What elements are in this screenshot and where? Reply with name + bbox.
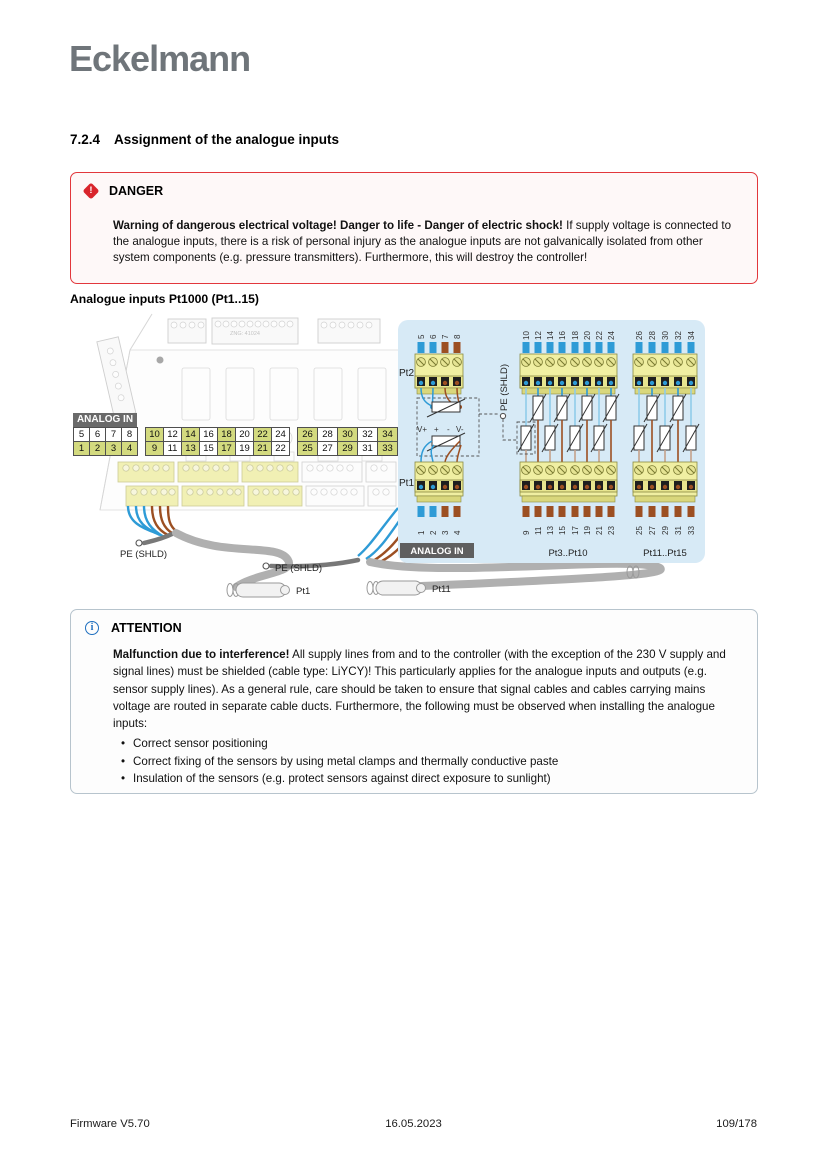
analog-in-cell: 12 [163,427,182,442]
pin-number: 2 [429,530,438,535]
pin-number: 4 [453,530,462,535]
analog-in-cell: 33 [377,441,398,456]
pin-number: 32 [674,331,683,340]
analog-in-cell: 21 [253,441,272,456]
sensor-pin-minus: - [447,425,450,434]
footer-page-number: 109/178 [716,1118,757,1130]
pin-number: 1 [417,530,426,535]
brand-logo: Eckelmann [69,38,251,79]
analog-in-cell: 32 [357,427,378,442]
pin-number: 5 [417,334,426,339]
pin-number: 15 [558,526,567,535]
pin-number: 20 [583,331,592,340]
analog-in-cell: 1 [73,441,90,456]
attention-title: ATTENTION [111,621,182,635]
analog-in-cell: 2 [89,441,106,456]
panel-pt2-label: Pt2 [399,368,415,379]
pin-number: 21 [595,526,604,535]
analog-in-cell: 7 [105,427,122,442]
footer-firmware: Firmware V5.70 [70,1118,150,1130]
attention-bullet: • Insulation of the sensors (e.g. protect sensors against direct exposure to sunlight) [119,770,735,787]
analog-in-cell: 22 [253,427,272,442]
pin-number: 11 [534,526,543,535]
analog-in-cell: 34 [377,427,398,442]
analog-in-cell: 17 [217,441,236,456]
pin-number: 22 [595,331,604,340]
panel-pe-shld-label: PE (SHLD) [499,364,510,411]
analog-in-cell: 31 [357,441,378,456]
pin-number: 14 [546,331,555,340]
pin-number: 13 [546,526,555,535]
analog-in-cell: 8 [121,427,138,442]
pin-number: 30 [661,331,670,340]
analog-in-cell: 9 [145,441,164,456]
info-icon: i [85,621,99,635]
analog-in-cell: 18 [217,427,236,442]
zng-label: ZNG: 41024 [230,331,260,337]
panel-pt1-label: Pt1 [399,478,415,489]
pin-number: 18 [571,331,580,340]
danger-lead: Warning of dangerous electrical voltage! Danger to life - Danger of electric shock! [113,218,563,232]
attention-bullet: • Correct fixing of the sensors by using metal clamps and thermally conductive paste [119,753,735,770]
pin-number: 19 [583,526,592,535]
sensor-pin-vminus: V- [456,425,464,434]
pin-number: 24 [607,331,616,340]
probe-pt1-label: Pt1 [296,586,311,597]
pin-number: 12 [534,331,543,340]
analog-in-table-row-top [73,427,398,442]
section-number: 7.2.4 [70,132,101,147]
section-title: Assignment of the analogue inputs [114,132,340,147]
pin-number: 17 [571,526,580,535]
pin-number: 31 [674,526,683,535]
danger-text: If supply voltage is connected to the analogue inputs, there is a risk of personal injury as the analogue inputs are not galvanically isolated from other system components (e.g. pressure transmitters). Furthermore, this will destroy the controller! [113,218,732,265]
analog-in-cell: 16 [199,427,218,442]
danger-callout [70,172,758,284]
analog-in-cell: 24 [271,427,290,442]
analog-in-cell: 22 [271,441,290,456]
sensor-pin-plus: + [434,425,439,434]
analog-in-cell: 30 [337,427,358,442]
pin-number: 10 [522,331,531,340]
analog-in-cell: 15 [199,441,218,456]
analog-in-cell: 28 [317,427,338,442]
section-heading [70,132,339,147]
danger-title: DANGER [109,184,164,198]
sensor-pin-vplus: V+ [417,425,428,434]
analog-in-cell: 29 [337,441,358,456]
analog-in-table-row-bottom [73,441,398,456]
analog-in-cell: 20 [235,427,254,442]
pe-shld-label-left: PE (SHLD) [120,549,167,560]
pin-number: 27 [648,526,657,535]
attention-bullet: • Correct sensor positioning [119,735,735,752]
pin-number: 9 [522,530,531,535]
analog-in-table-header: ANALOG IN [73,413,137,427]
pin-number: 6 [429,334,438,339]
pin-number: 23 [607,526,616,535]
analog-in-cell: 11 [163,441,182,456]
pin-number: 29 [661,526,670,535]
right-group-label: Pt11..Pt15 [643,548,687,559]
wiring-diagram [70,310,760,605]
figure-title: Analogue inputs Pt1000 (Pt1..15) [70,292,259,306]
analog-in-cell: 19 [235,441,254,456]
danger-diamond-icon: ! [83,183,100,200]
pin-number: 7 [441,334,450,339]
pin-number: 16 [558,331,567,340]
attention-lead: Malfunction due to interference! [113,648,290,661]
panel-analog-in-badge-label: ANALOG IN [410,546,464,557]
pin-number: 26 [635,331,644,340]
analog-in-cell: 3 [105,441,122,456]
pin-number: 28 [648,331,657,340]
analog-in-cell: 13 [181,441,200,456]
attention-text: All supply lines from and to the controller (with the exception of the 230 V supply and signal lines) must be shielded (cable type: LiYCY)! This particularly applies for the analogue inputs and outputs (e.g. sensor supply lines). As a general rule, care should be taken to ensure that signal cables and cables carrying mains voltage are routed in separate cable ducts. Furthermore, the following must be observed when installing the analogue inputs: [113,648,726,731]
danger-body [113,218,735,267]
analog-in-cell: 25 [297,441,318,456]
analog-in-cell: 6 [89,427,106,442]
footer-date: 16.05.2023 [385,1118,442,1130]
analog-in-cell: 10 [145,427,164,442]
attention-body [113,646,735,787]
probe-pt11-label: Pt11 [432,584,451,595]
pin-number: 34 [687,331,696,340]
analog-in-cell: 27 [317,441,338,456]
analog-in-cell: 5 [73,427,90,442]
wiring-diagram-svg [70,310,760,605]
analog-in-cell: 26 [297,427,318,442]
pe-shld-label-right: PE (SHLD) [275,563,322,574]
pin-number: 25 [635,526,644,535]
pin-number: 3 [441,530,450,535]
analog-in-cell: 14 [181,427,200,442]
mid-group-label: Pt3..Pt10 [548,548,588,559]
pin-number: 33 [687,526,696,535]
attention-bullet-list [119,735,735,787]
attention-callout [70,609,758,794]
pin-number: 8 [453,334,462,339]
terminal-panel [398,320,705,563]
analog-in-cell: 4 [121,441,138,456]
